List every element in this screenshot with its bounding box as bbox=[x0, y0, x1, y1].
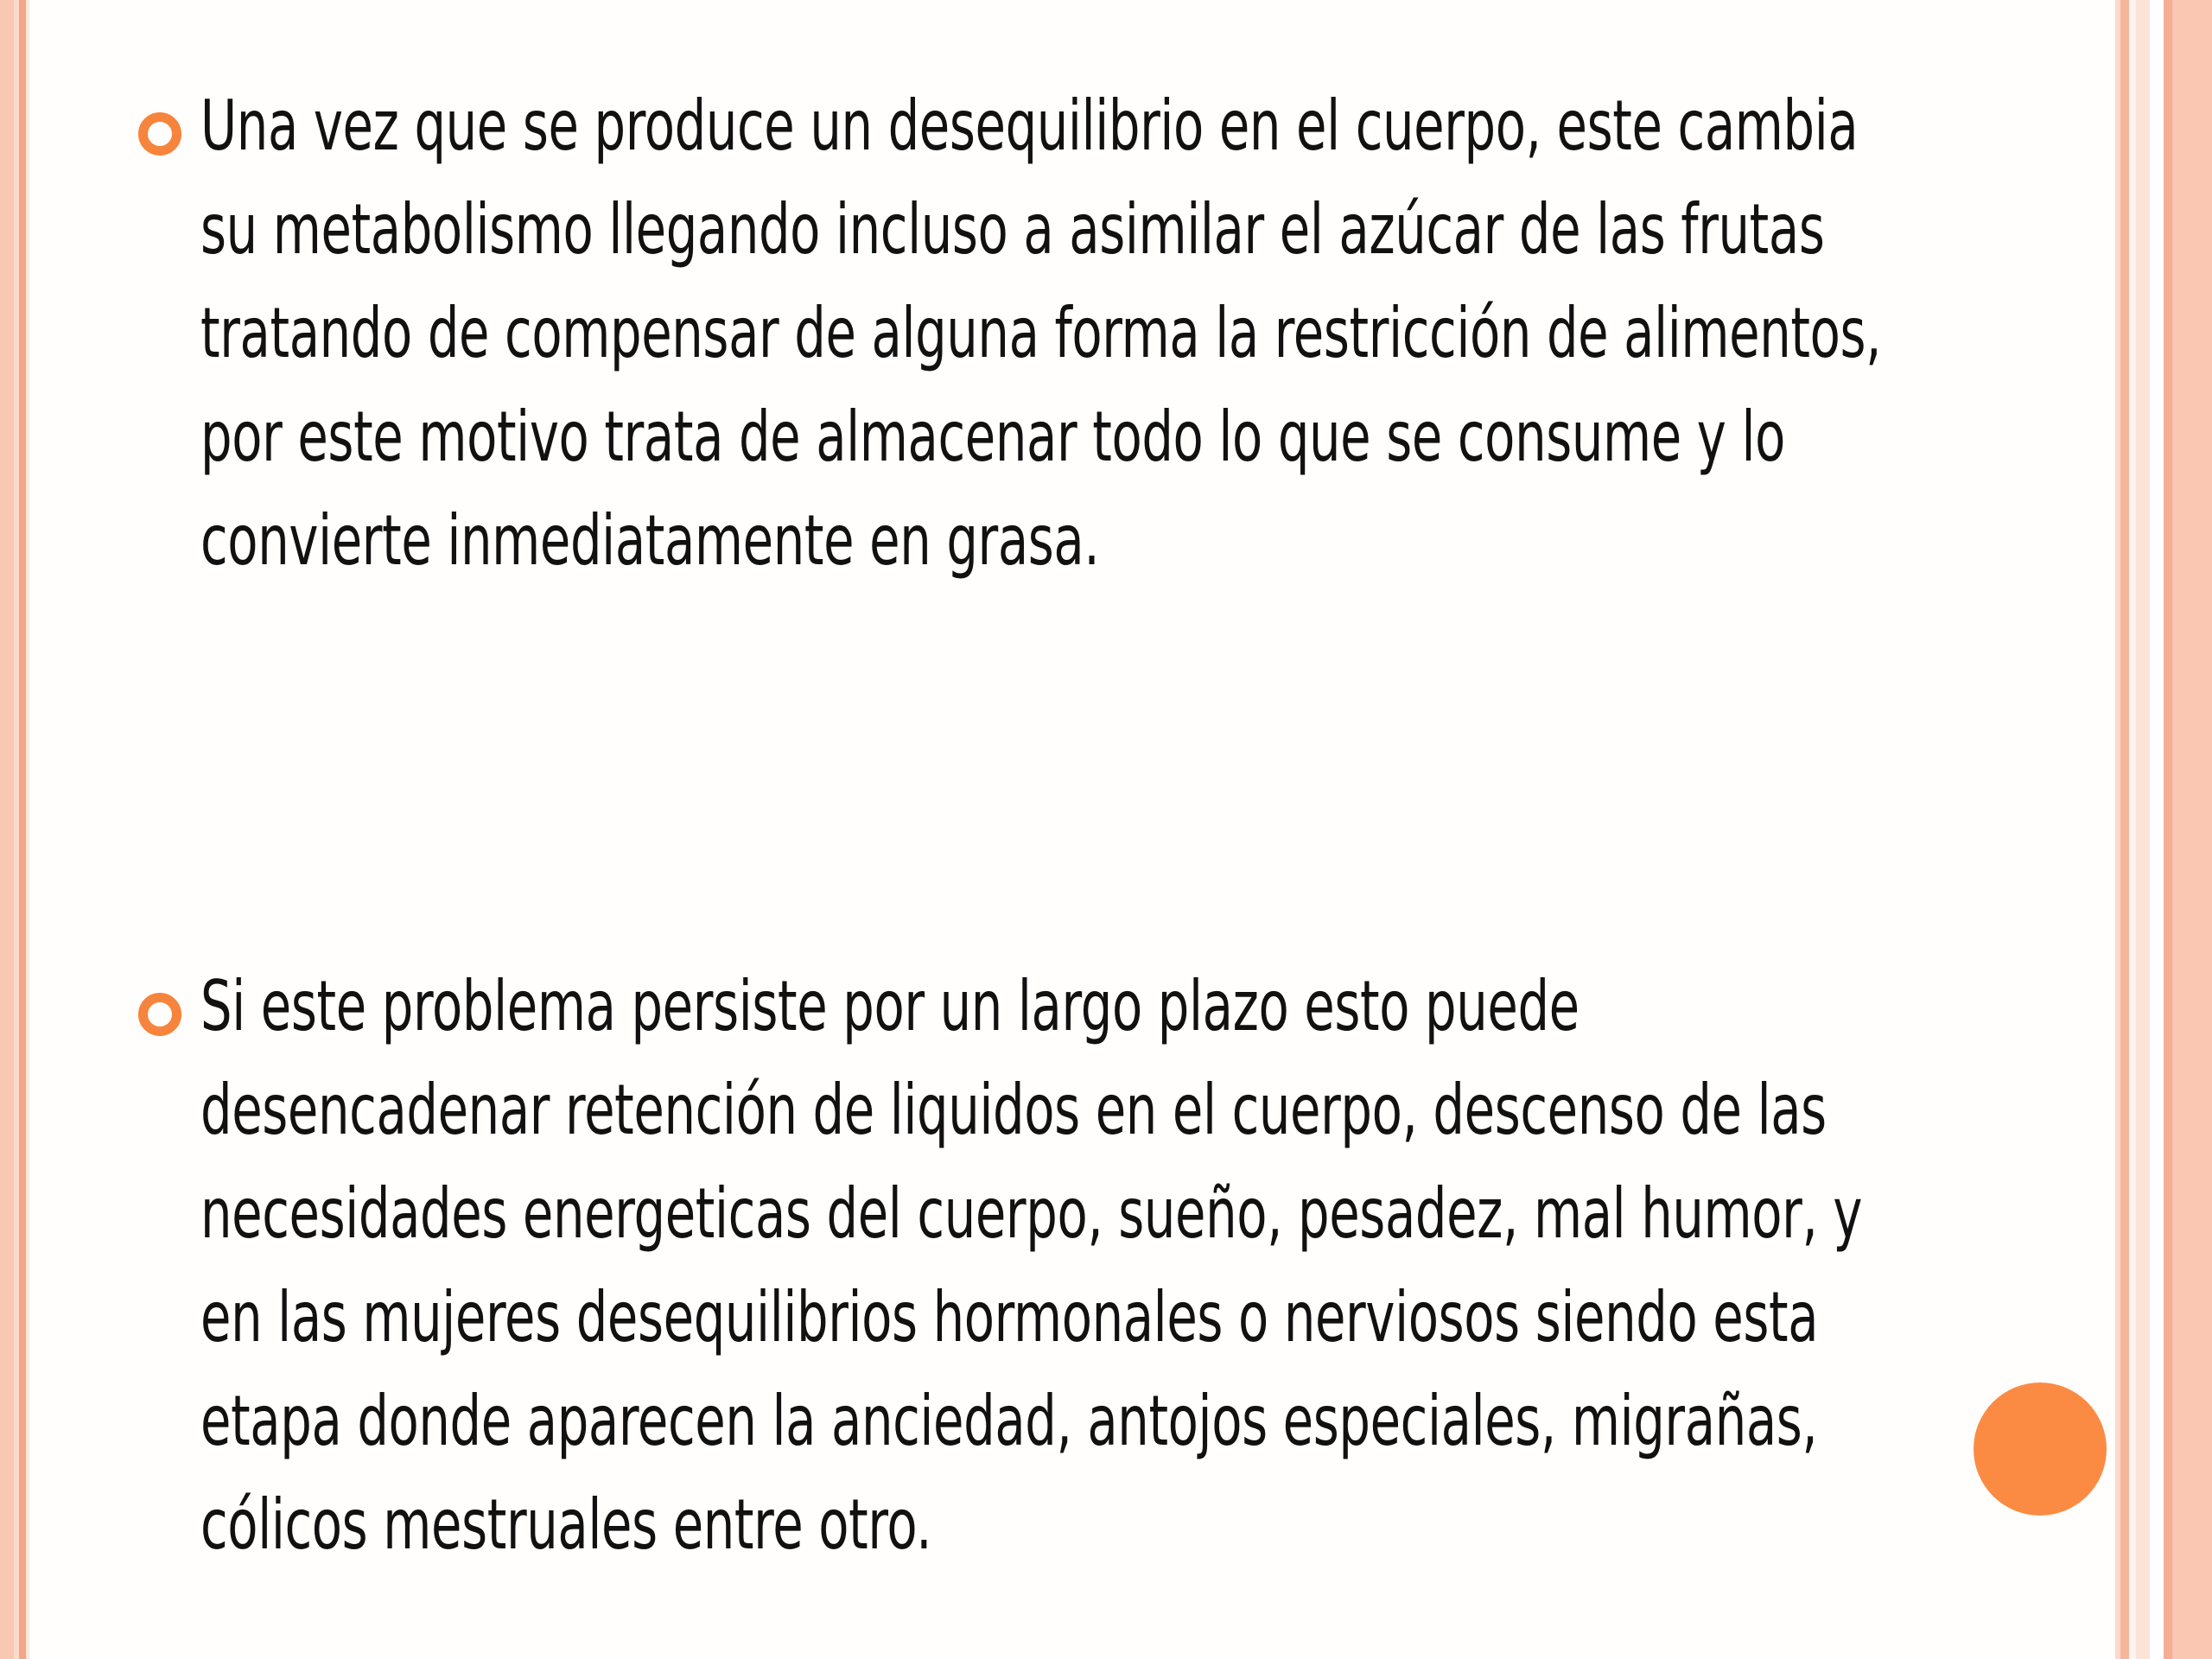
right-border-stripe bbox=[2136, 0, 2150, 1659]
circle-decoration-icon bbox=[1974, 1382, 2107, 1516]
bullet-item bbox=[138, 955, 1987, 1577]
left-border-stripe bbox=[26, 0, 29, 1659]
right-border-stripe bbox=[2164, 0, 2172, 1659]
right-border-stripe bbox=[2172, 0, 2212, 1659]
bullet-text: Si este problema persiste por un largo plazo esto puede desencadenar retención de liquidos en el cuerpo, descenso de las necesidades energeticas del cuerpo, sueño, pesadez, mal humor, y en las mujeres desequilibrios hormonales o nerviosos siendo esta etapa donde aparecen la anciedad, antojos especiales, migrañas, cólicos mestruales entre otro. bbox=[200, 966, 1863, 1565]
bullet-text: Una vez que se produce un desequilibrio en el cuerpo, este cambia su metabolismo llegando incluso a asimilar el azúcar de las frutas tratando de compensar de alguna forma la restricción de alimentos, por este motivo trata de almacenar todo lo que se consume y lo convierte inmediatamente en grasa. bbox=[200, 86, 1882, 581]
right-border-stripe bbox=[2150, 0, 2164, 1659]
right-border-stripe bbox=[2129, 0, 2136, 1659]
right-border-stripe bbox=[2120, 0, 2129, 1659]
left-border-stripe bbox=[0, 0, 14, 1659]
bullet-item bbox=[138, 74, 1987, 593]
ring-bullet-icon bbox=[138, 993, 181, 1036]
ring-bullet-icon bbox=[138, 112, 181, 156]
left-border-stripe bbox=[19, 0, 26, 1659]
